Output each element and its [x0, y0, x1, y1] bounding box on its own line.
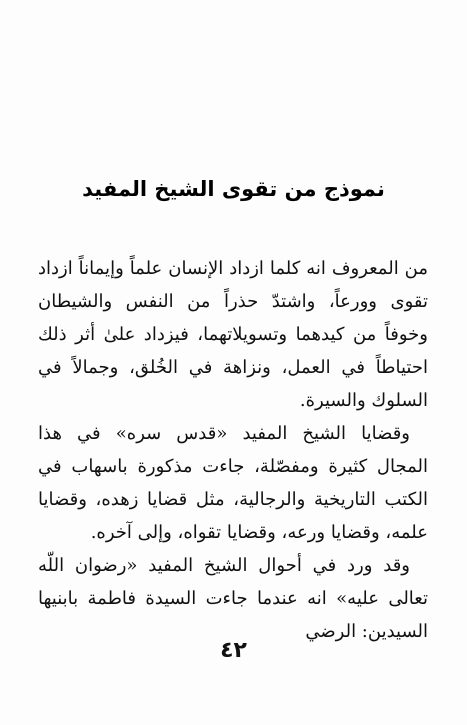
body-text: [38, 252, 428, 648]
paragraph-2: وقضايا الشيخ المفيد «قدس سره» في هذا المجال كثيرة ومفصّلة، جاءت مذكورة باسهاب في الكتب التاريخية والرجالية، مثل قضايا زهده، وقضايا علمه، وقضايا ورعه، وقضايا تقواه، وإلى آخره.: [38, 423, 428, 543]
section-heading: نموذج من تقوى الشيخ المفيد: [82, 177, 385, 201]
page-number: ٤٢: [220, 638, 247, 663]
paragraph-3: وقد ورد في أحوال الشيخ المفيد «رضوان اللّه تعالى عليه» انه عندما جاءت السيدة فاطمة بابنيها السيدين: الرضي: [38, 555, 428, 642]
paragraph-1: من المعروف انه كلما ازداد الإنسان علماً وإيماناً ازداد تقوى وورعاً، واشتدّ حذراً من النفس والشيطان وخوفاً من كيدهما وتسويلاتهما، فيزداد علىٰ أثر ذلك احتياطاً في العمل، ونزاهة في الخُلق، وجمالاً في السلوك والسيرة.: [38, 258, 428, 411]
